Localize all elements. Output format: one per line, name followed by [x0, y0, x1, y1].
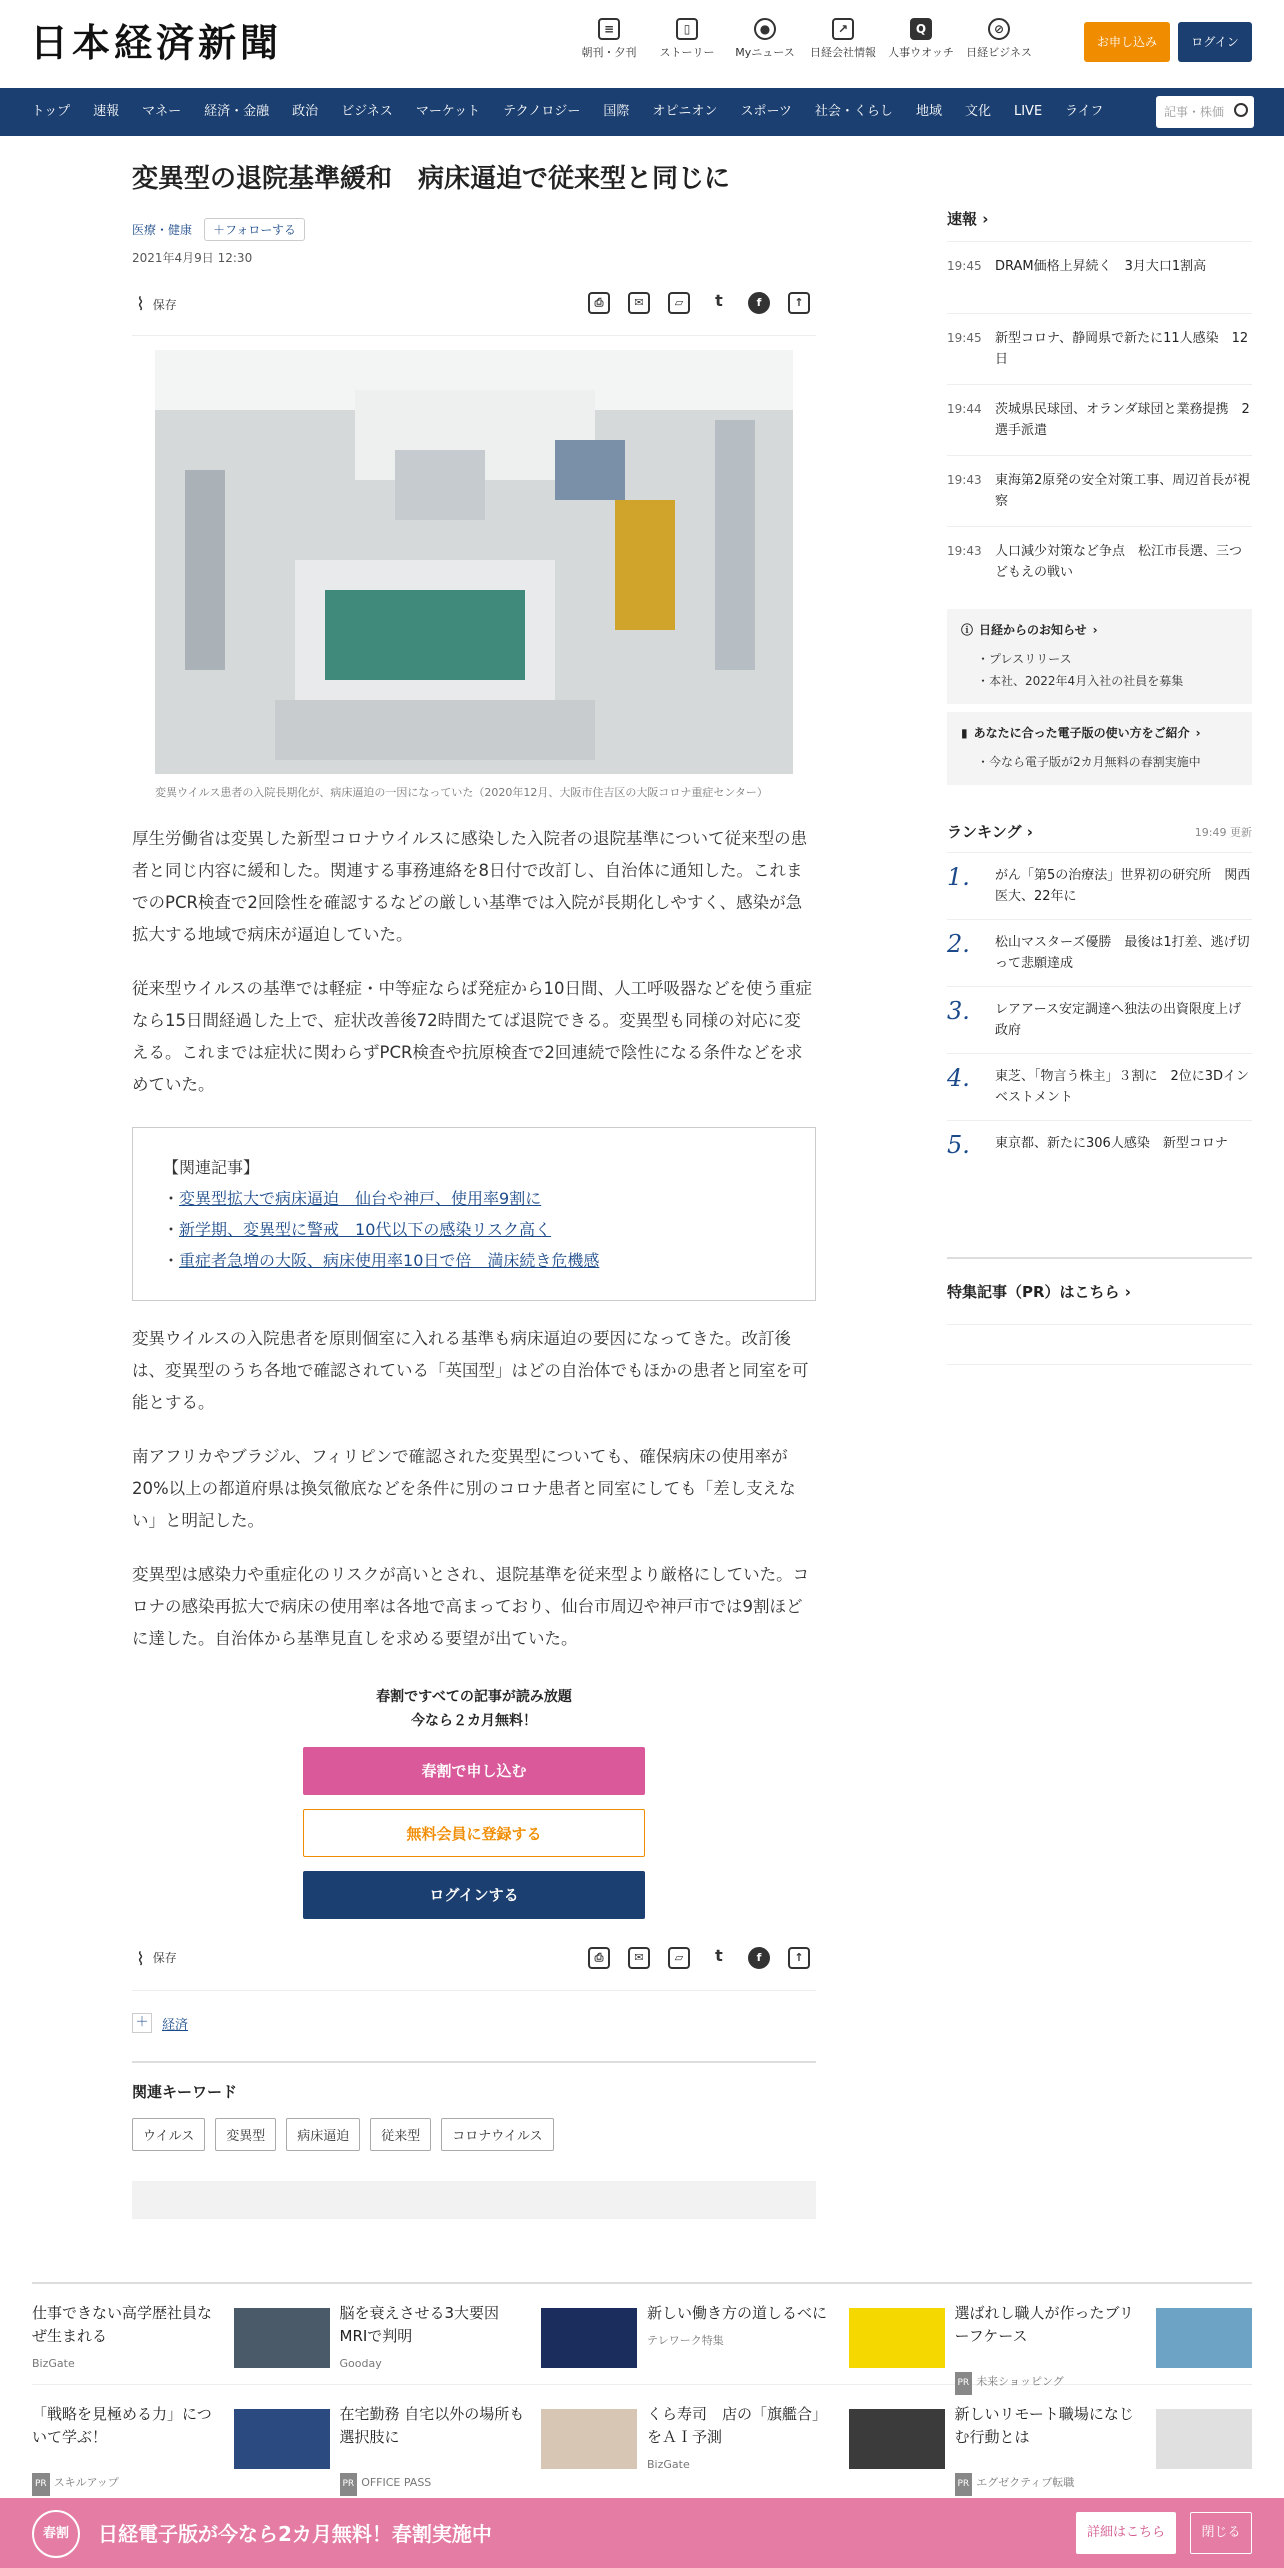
nav-item[interactable]: トップ [31, 104, 71, 119]
memo-icon[interactable]: ▱ [668, 1947, 690, 1969]
article-toolbar-bottom [132, 1931, 816, 1991]
ad-card[interactable]: 在宅勤務 自宅以外の場所も選択肢に PR OFFICE PASS [340, 2385, 638, 2485]
login-button[interactable]: ログイン [1178, 22, 1252, 62]
pr-section [947, 1257, 1252, 1404]
ad-image [849, 2308, 945, 2368]
nav-item[interactable]: マネー [142, 104, 182, 119]
site-logo[interactable]: 日本経済新聞 [30, 20, 283, 65]
keywords-title: 関連キーワード [132, 2083, 238, 2101]
search-input[interactable]: 記事・株価 [1156, 96, 1254, 128]
keyword-tag[interactable]: コロナウイルス [441, 2118, 553, 2151]
paperclip-icon: ⌇ [136, 1949, 145, 1970]
facebook-icon[interactable]: f [748, 1947, 770, 1969]
ad-image [541, 2308, 637, 2368]
article-paragraph: 変異型は感染力や重症化のリスクが高いとされ、退院基準を従来型より厳格にしていた。コロナの感染再拡大で病床の使用率は各地で高まっており、仙台市周辺や神戸市では9割ほどに達した。自治体から基準見直しを求める要望が出ていた。 [132, 1565, 810, 1648]
share-icon[interactable]: ↑ [788, 292, 810, 314]
ad-card[interactable]: 新しいリモート職場になじむ行動とは PR エグゼクティブ転職 [955, 2385, 1253, 2485]
ad-card[interactable]: 新しい働き方の道しるべに テレワーク特集 [647, 2284, 945, 2384]
header-icons [570, 18, 1038, 60]
ad-card[interactable]: 仕事できない高学歴社員なぜ生まれる BizGate [32, 2284, 330, 2384]
nikkei-notice-box [947, 609, 1252, 704]
article [132, 160, 816, 2219]
news-flash-item[interactable]: 19:43 東海第2原発の安全対策工事、周辺首長が視察 [947, 455, 1252, 526]
paywall-login-button[interactable]: ログインする [303, 1871, 645, 1919]
nav-item[interactable]: 国際 [603, 104, 630, 119]
keyword-list [132, 2118, 816, 2151]
ad-placeholder [132, 2181, 816, 2219]
keyword-tag[interactable]: 病床逼迫 [286, 2118, 360, 2151]
search-icon: Q [910, 18, 932, 40]
ad-card[interactable]: くら寿司 店の「旗艦合」をＡＩ予測 BizGate [647, 2385, 945, 2485]
save-button[interactable]: ⌇ 保存 [136, 294, 177, 315]
nav-item[interactable]: スポーツ [740, 104, 792, 119]
news-flash-item[interactable]: 19:44 茨城県民球団、オランダ球団と業務提携 2選手派遣 [947, 384, 1252, 455]
news-flash-item[interactable]: 19:45 新型コロナ、静岡県で新たに11人感染 12日 [947, 313, 1252, 384]
ranking-item[interactable]: 4. 東芝、「物言う株主」３割に 2位に3Dインベストメント [947, 1053, 1252, 1120]
ad-card[interactable]: 選ばれし職人が作ったブリーフケース PR 未来ショッピング [955, 2284, 1253, 2384]
news-flash-item[interactable]: 19:45 DRAM価格上昇続く 3月大口1割高 [947, 241, 1252, 291]
ad-image [234, 2409, 330, 2469]
subscribe-button[interactable]: お申し込み [1084, 22, 1170, 62]
pr-title[interactable]: 特集記事（PR）はこちら › [947, 1283, 1131, 1301]
article-photo [155, 350, 793, 774]
ranking-title[interactable]: ランキング › [947, 823, 1033, 841]
ranking-updated: 19:49 更新 [1194, 825, 1252, 839]
sidebar [947, 208, 1252, 1404]
user-icon: ● [754, 18, 776, 40]
follow-topic[interactable]: ＋ 経済 [132, 2013, 816, 2033]
newspaper-icon: ≡ [598, 18, 620, 40]
ranking-item[interactable]: 3. レアアース安定調達へ独法の出資限度上げ 政府 [947, 986, 1252, 1053]
related-link[interactable]: 変異型拡大で病床逼迫 仙台や神戸、使用率9割に [179, 1189, 542, 1208]
follow-button[interactable]: ＋フォローする [204, 218, 305, 241]
mail-icon[interactable]: ✉ [628, 1947, 650, 1969]
article-paragraph: 従来型ウイルスの基準では軽症・中等症ならば発症から10日間、人工呼吸器などを使う重症なら15日間経過した上で、症状改善後72時間たてば退院できる。変異型も同様の対応に変える。これまでは症状に関わらずPCR検査や抗原検査で2回連続で陰性になる条件などを求めていた。 [132, 979, 813, 1094]
ad-image [234, 2308, 330, 2368]
ad-image [541, 2409, 637, 2469]
banner-close-button[interactable]: 閉じる [1190, 2512, 1252, 2554]
spring-logo: 春割 [32, 2510, 80, 2558]
spring-subscribe-button[interactable]: 春割で申し込む [303, 1747, 645, 1795]
ad-image [1156, 2308, 1252, 2368]
nav-item[interactable]: LIVE [1013, 104, 1043, 119]
nav-item[interactable]: テクノロジー [503, 104, 581, 119]
notice-title[interactable]: ⓘ 日経からのお知らせ › [961, 622, 1098, 637]
nav-item[interactable]: オピニオン [652, 104, 718, 119]
search-icon[interactable] [1234, 103, 1248, 117]
share-icon[interactable]: ↑ [788, 1947, 810, 1969]
news-flash-title[interactable]: 速報 › [947, 210, 989, 228]
main-nav [0, 88, 1284, 136]
story-icon: ▯ [676, 18, 698, 40]
book-icon: ▮ [961, 725, 968, 740]
keyword-tag[interactable]: 従来型 [370, 2118, 431, 2151]
ad-card[interactable]: 「戦略を見極める力」について学ぶ！ PR スキルアップ [32, 2385, 330, 2485]
news-flash-item[interactable]: 19:43 人口減少対策など争点 松江市長選、三つどもえの戦い [947, 526, 1252, 597]
ranking-item[interactable]: 5. 東京都、新たに306人感染 新型コロナ [947, 1120, 1252, 1169]
paywall-message: 今なら２カ月無料！ [411, 1713, 537, 1729]
paywall-box [132, 1685, 816, 1919]
notice-item[interactable]: ・本社、2022年4月入社の社員を募集 [977, 674, 1184, 688]
facebook-icon[interactable]: f [748, 292, 770, 314]
nav-item[interactable]: 文化 [964, 104, 991, 119]
paywall-message: 春割ですべての記事が読み放題 [376, 1689, 572, 1705]
nav-item[interactable]: 社会・くらし [814, 104, 893, 119]
divider [132, 2061, 816, 2063]
article-paragraph: 厚生労働省は変異した新型コロナウイルスに感染した入院者の退院基準について従来型の患者と同じ内容に緩和した。関連する事務連絡を8日付で改訂し、自治体に通知した。これまでのPCR検査で2回陰性を確認するなどの厳しい基準では入院が長期化しやすく、感染が急拡大する地域で病床が逼迫していた。 [132, 829, 808, 944]
related-title: 【関連記事】 [163, 1158, 260, 1177]
nav-item[interactable]: 地域 [915, 104, 942, 119]
promo-banner [0, 2498, 1284, 2568]
nav-item[interactable]: マーケット [415, 104, 481, 119]
print-icon[interactable]: ⎙ [588, 292, 610, 314]
print-icon[interactable]: ⎙ [588, 1947, 610, 1969]
ad-strip [32, 2282, 1252, 2489]
nav-item[interactable]: 速報 [93, 104, 120, 119]
header-link-jinji[interactable]: Q 人事ウオッチ [882, 18, 960, 60]
keyword-tag[interactable]: 変異型 [215, 2118, 276, 2151]
article-paragraph: 南アフリカやブラジル、フィリピンで確認された変異型についても、確保病床の使用率が20%以上の都道府県は換気徹底などを条件に別のコロナ患者と同室にしても「差し支えない」と明記した。 [132, 1447, 796, 1530]
ranking-item[interactable]: 2. 松山マスターズ優勝 最後は1打差、逃げ切って悲願達成 [947, 919, 1252, 986]
ranking [947, 821, 1252, 1169]
nav-item[interactable]: ライフ [1065, 104, 1104, 119]
info-icon: ⓘ [961, 623, 974, 637]
nav-item[interactable]: ビジネス [341, 104, 393, 119]
ad-image [849, 2409, 945, 2469]
memo-icon[interactable]: ▱ [668, 292, 690, 314]
keyword-tag[interactable]: ウイルス [132, 2118, 205, 2151]
header-link-business[interactable]: ⊘ 日経ビジネス [960, 18, 1038, 60]
header-link-paper[interactable]: ≡ 朝刊・夕刊 [570, 18, 648, 60]
mail-icon[interactable]: ✉ [628, 292, 650, 314]
related-articles: 【関連記事】 ・ 変異型拡大で病床逼迫 仙台や神戸、使用率9割に ・ 新学期、変異型に警戒 10代以下の感染リスク高く ・ 重症者急増の大阪、病床使用率10日で倍 満床続き危機感 [132, 1127, 816, 1301]
twitter-icon[interactable]: t [715, 291, 723, 310]
ad-card[interactable]: 脳を衰えさせる3大要因 MRIで判明 Gooday [340, 2284, 638, 2384]
guide-title[interactable]: ▮ あなたに合った電子版の使い方をご紹介 › [961, 725, 1201, 740]
category-link[interactable]: 医療・健康 [132, 223, 193, 237]
header-link-story[interactable]: ▯ ストーリー [648, 18, 726, 60]
twitter-icon[interactable]: t [715, 1946, 723, 1965]
header-link-company[interactable]: ↗ 日経会社情報 [804, 18, 882, 60]
guide-box [947, 712, 1252, 785]
header-link-mynews[interactable]: ● Myニュース [726, 18, 804, 60]
plus-icon: ＋ [213, 223, 226, 237]
plus-icon: ＋ [132, 2013, 152, 2033]
banner-detail-button[interactable]: 詳細はこちら [1076, 2512, 1176, 2554]
notice-item[interactable]: ・プレスリリース [977, 652, 1072, 666]
save-button[interactable]: ⌇ 保存 [136, 1949, 177, 1970]
publish-date: 2021年4月9日 12:30 [132, 251, 253, 265]
ranking-item[interactable]: 1. がん「第5の治療法」世界初の研究所 関西医大、22年に [947, 852, 1252, 919]
article-toolbar [132, 276, 816, 336]
chart-icon: ↗ [832, 18, 854, 40]
nav-item[interactable]: 政治 [292, 104, 319, 119]
article-title: 変異型の退院基準緩和 病床逼迫で従来型と同じに [132, 164, 731, 194]
banner-text: 日経電子版が今なら2カ月無料！春割実施中 [98, 2522, 492, 2546]
related-link[interactable]: 新学期、変異型に警戒 10代以下の感染リスク高く [179, 1220, 552, 1239]
news-flash-list [947, 241, 1252, 597]
related-link[interactable]: 重症者急増の大阪、病床使用率10日で倍 満床続き危機感 [179, 1251, 600, 1270]
site-header [0, 0, 1284, 88]
ad-image [1156, 2409, 1252, 2469]
photo-caption: 変異ウイルス患者の入院長期化が、病床逼迫の一因になっていた（2020年12月、大阪市住吉区の大阪コロナ重症センター） [155, 786, 768, 799]
guide-item[interactable]: ・今なら電子版が2カ月無料の春割実施中 [977, 755, 1201, 769]
nav-item[interactable]: 経済・金融 [204, 104, 270, 119]
free-register-button[interactable]: 無料会員に登録する [303, 1809, 645, 1857]
article-paragraph: 変異ウイルスの入院患者を原則個室に入れる基準も病床逼迫の要因になってきた。改訂後は、変異型のうち各地で確認されている「英国型」はどの自治体でもほかの患者と同室を可能とする。 [132, 1329, 809, 1412]
compass-icon: ⊘ [988, 18, 1010, 40]
paperclip-icon: ⌇ [136, 294, 145, 315]
